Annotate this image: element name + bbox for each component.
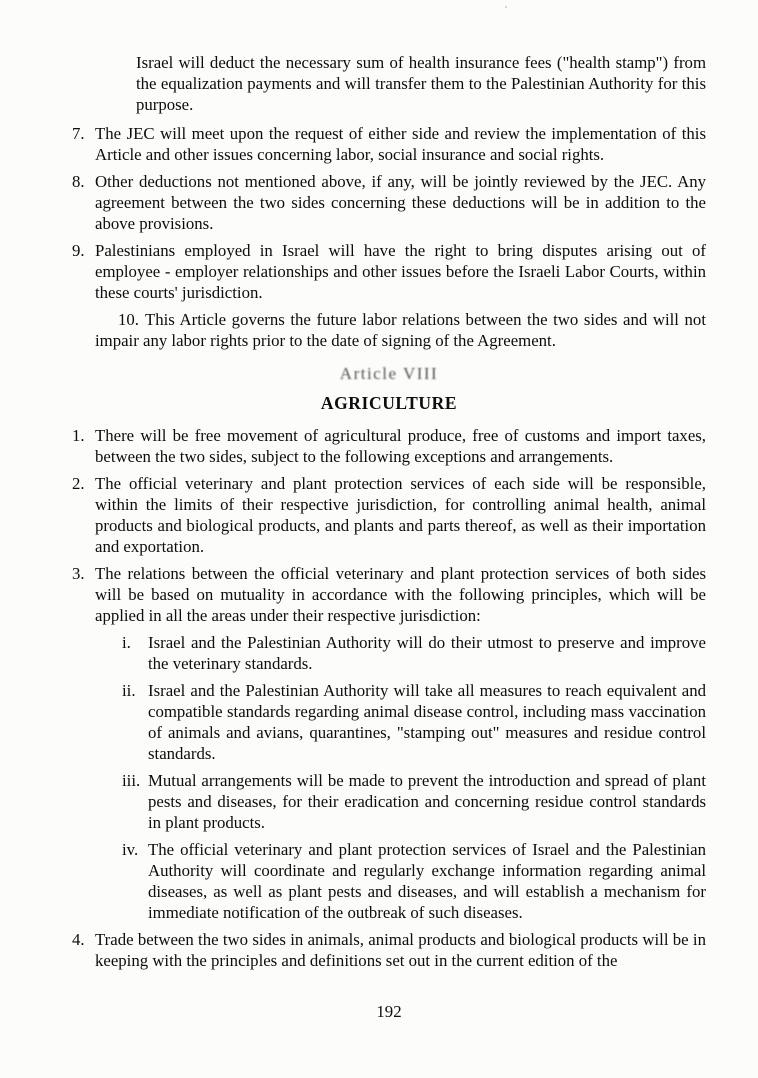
article-heading: Article VIII [339, 364, 439, 383]
list-item [72, 929, 706, 971]
subitem-number: iii. [122, 771, 141, 790]
item-number: 9. [72, 241, 85, 260]
item-text: The JEC will meet upon the request of either side and review the implementation of this Article and other issues concerning labor, social insurance and social rights. [95, 124, 706, 164]
sub-list-item [72, 632, 706, 674]
list-item [72, 309, 706, 351]
item-text: The official veterinary and plant protection services of each side will be responsible, within the limits of their respective jurisdiction, for controlling animal health, animal products and biological products, and plants and parts thereof, as well as their importation and exportation. [95, 474, 706, 556]
list-item [72, 425, 706, 467]
subitem-number: iv. [122, 840, 139, 859]
item-text: There will be free movement of agricultural produce, free of customs and import taxes, between the two sides, subject to the following exceptions and arrangements. [95, 426, 706, 466]
subitem-text: Israel and the Palestinian Authority will do their utmost to preserve and improve the veterinary standards. [148, 633, 706, 673]
list-item [72, 123, 706, 165]
sub-list-item [72, 839, 706, 923]
item-number: 7. [72, 124, 85, 143]
item-text: This Article governs the future labor relations between the two sides and will not impair any labor rights prior to the date of signing of the Agreement. [95, 310, 706, 350]
item-text: Palestinians employed in Israel will have the right to bring disputes arising out of employee - employer relationships and other issues before the Israeli Labor Courts, within these courts' jurisdiction. [95, 241, 706, 302]
section-title: AGRICULTURE [320, 393, 458, 413]
item-number: 10. [118, 310, 139, 329]
sub-list-item [72, 770, 706, 833]
list-item [72, 240, 706, 303]
item-text: Trade between the two sides in animals, animal products and biological products will be in keeping with the principles and definitions set out in the current edition of the [95, 930, 706, 970]
page-content [72, 52, 706, 977]
subitem-text: Israel and the Palestinian Authority will take all measures to reach equivalent and compatible standards regarding animal disease control, including mass vaccination of animals and avians, quarantines, "stamping out" measures and residue control standards. [148, 681, 706, 763]
subitem-number: i. [122, 633, 131, 652]
list-item [72, 563, 706, 626]
item-text: The relations between the official veterinary and plant protection services of both sides will be based on mutuality in accordance with the following principles, which will be applied in all the areas under their respective jurisdiction: [95, 564, 706, 625]
list-item [72, 473, 706, 557]
item-number: 3. [72, 564, 85, 583]
subitem-number: ii. [122, 681, 136, 700]
continuation-paragraph: Israel will deduct the necessary sum of health insurance fees ("health stamp") from the equalization payments and will transfer them to the Palestinian Authority for this purpose. [136, 53, 706, 114]
subitem-text: Mutual arrangements will be made to prevent the introduction and spread of plant pests and diseases, for their eradication and concerning residue control standards in plant products. [148, 771, 706, 832]
item-number: 4. [72, 930, 85, 949]
subitem-text: The official veterinary and plant protection services of Israel and the Palestinian Authority will coordinate and regularly exchange information regarding animal diseases, as well as plant pests and diseases, and will establish a mechanism for immediate notification of the outbreak of such diseases. [148, 840, 706, 922]
item-number: 1. [72, 426, 85, 445]
sub-list-item [72, 680, 706, 764]
scan-artifact-speck [505, 6, 507, 8]
list-item [72, 171, 706, 234]
item-number: 8. [72, 172, 85, 191]
page-number: 192 [376, 1002, 402, 1021]
item-text: Other deductions not mentioned above, if any, will be jointly reviewed by the JEC. Any agreement between the two sides concerning these deductions will be in addition to the above provisions. [95, 172, 706, 233]
item-number: 2. [72, 474, 85, 493]
